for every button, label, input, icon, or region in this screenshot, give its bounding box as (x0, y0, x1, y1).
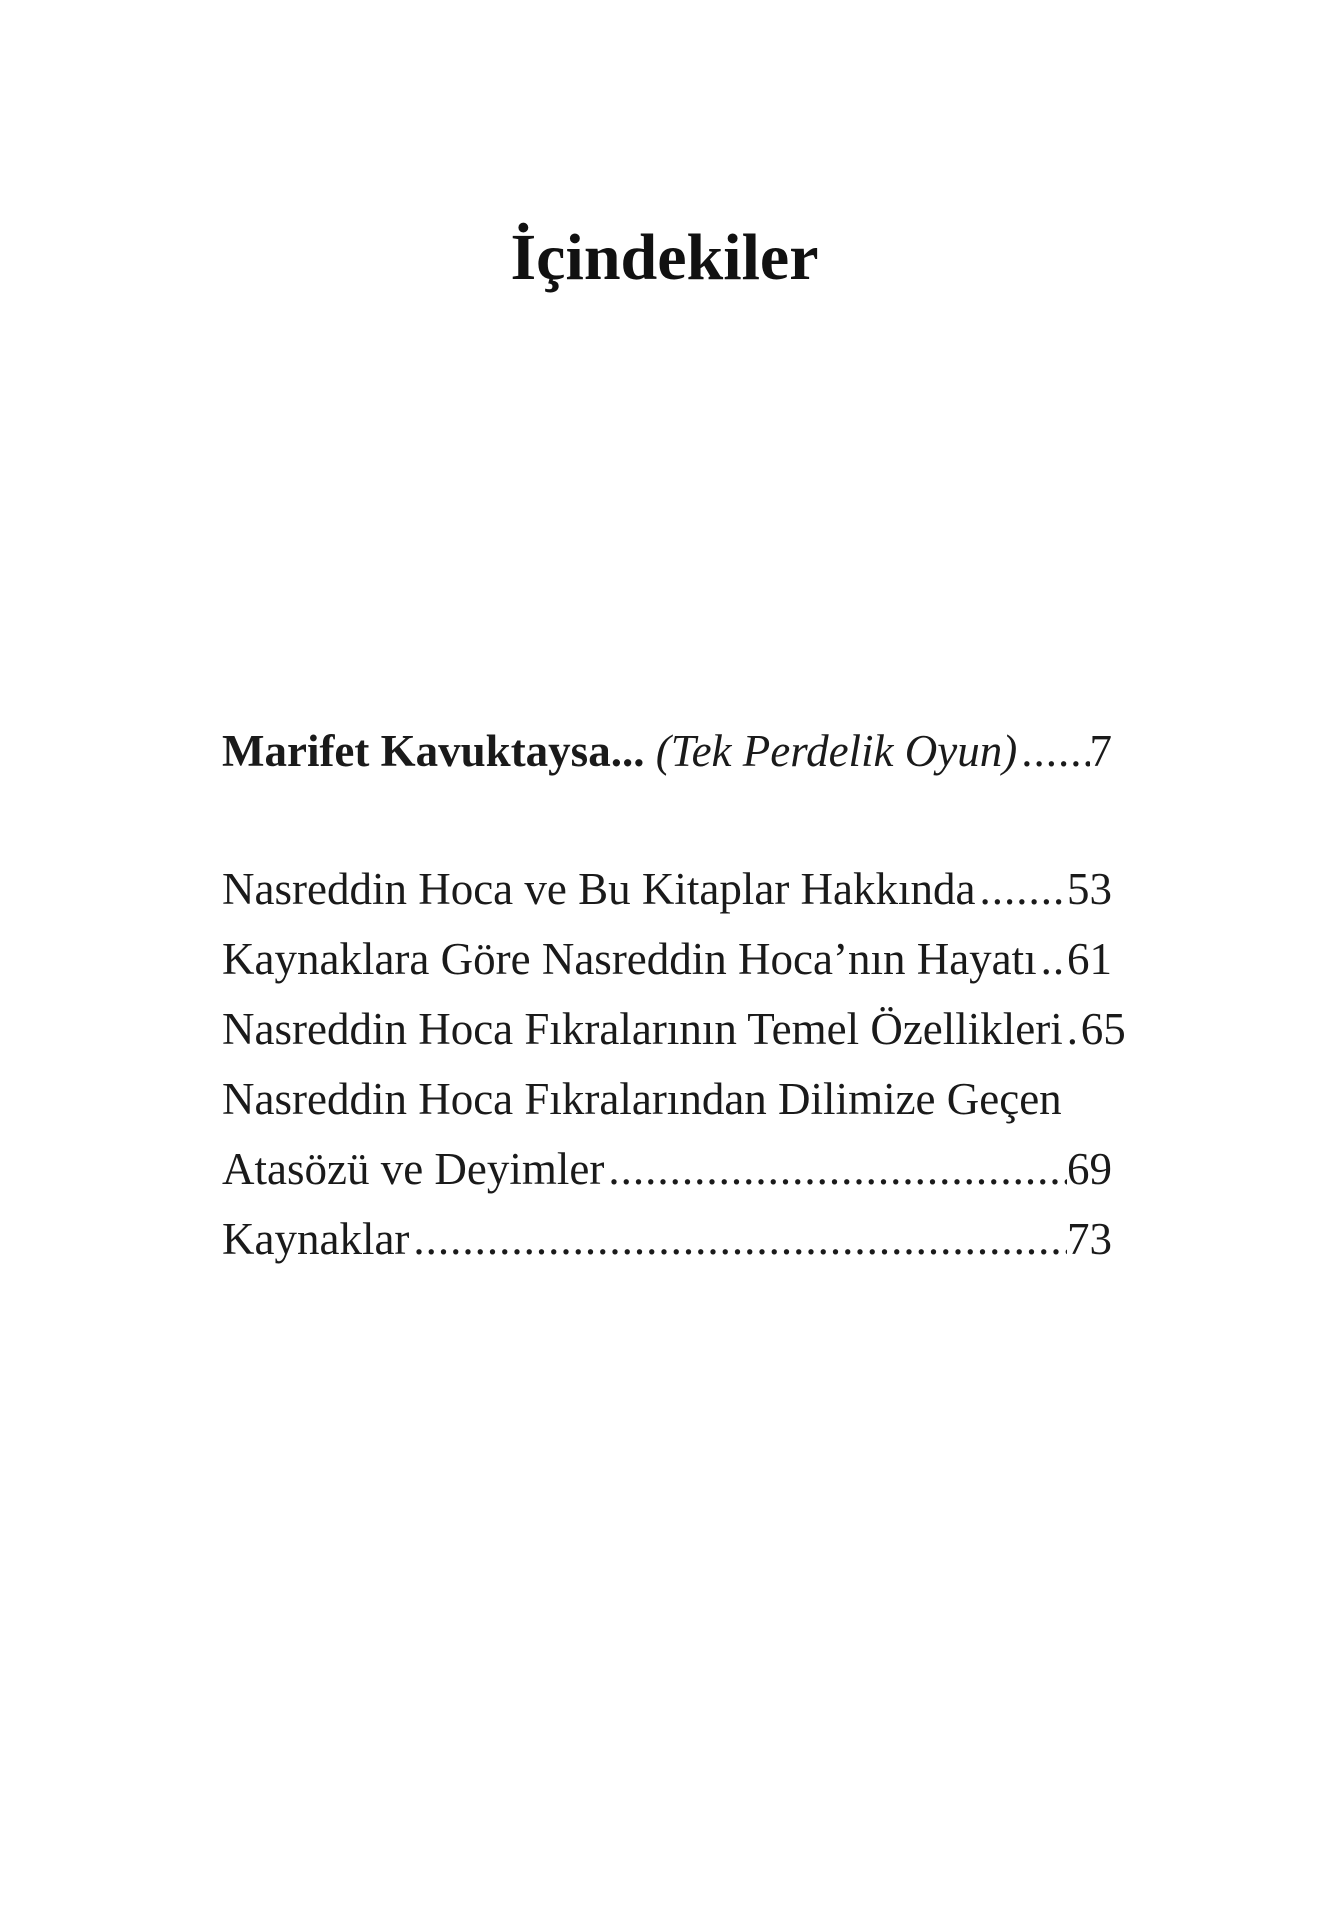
toc-entry-text: Kaynaklar (222, 1214, 410, 1264)
play-title: Marifet Kavuktaysa... (222, 726, 645, 776)
page-number: 7 (1089, 726, 1112, 776)
toc-entry (222, 924, 1112, 994)
toc-entry (222, 1204, 1112, 1274)
toc-entry-text: Nasreddin Hoca Fıkralarından Dilimize Geçen (222, 1074, 1062, 1124)
toc-entry-continued (222, 1064, 1112, 1134)
page-number: 69 (1067, 1144, 1112, 1194)
table-of-contents (222, 716, 1126, 1274)
toc-entry (222, 1134, 1112, 1204)
page-number: 61 (1067, 934, 1112, 984)
dot-leader (1017, 716, 1089, 786)
page-number: 53 (1067, 864, 1112, 914)
page-number: 73 (1067, 1214, 1112, 1264)
toc-entry-text (222, 716, 1017, 786)
page-title: İçindekiler (510, 221, 819, 294)
dot-leader (604, 1134, 1067, 1204)
page-number: 65 (1080, 1004, 1126, 1054)
toc-entry-text: Nasreddin Hoca ve Bu Kitaplar Hakkında (222, 864, 976, 914)
dot-leader (409, 1204, 1067, 1274)
toc-entry-text: Nasreddin Hoca Fıkralarının Temel Özellikleri (222, 1004, 1063, 1054)
toc-entry-text: Kaynaklara Göre Nasreddin Hoca’nın Hayatı (222, 934, 1037, 984)
toc-entry-play (222, 716, 1112, 786)
toc-entry-text: Atasözü ve Deyimler (222, 1144, 605, 1194)
dot-leader (1037, 924, 1067, 994)
dot-leader (1063, 994, 1081, 1064)
play-subtitle: (Tek Perdelik Oyun) (655, 726, 1018, 776)
toc-entry (222, 854, 1112, 924)
toc-entry (222, 994, 1126, 1064)
dot-leader (976, 854, 1067, 924)
